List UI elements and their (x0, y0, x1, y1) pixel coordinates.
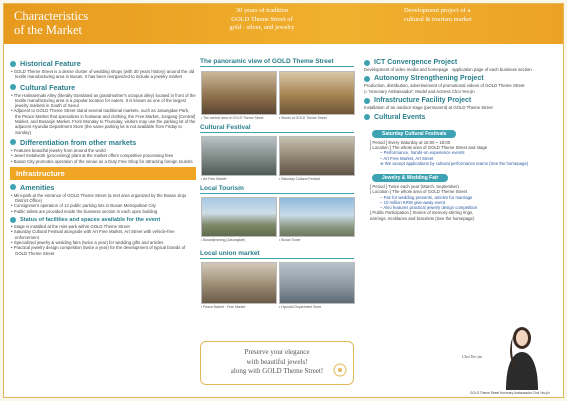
saturday-period: [ Period ] Every Saturday at 16:00 ~ 18:00 (370, 139, 451, 145)
caption-saturday-festival: • Saturday Cultural Festival (279, 177, 320, 181)
caption-busanjinseong: • Busanjinseong (Jasungdae) (201, 238, 246, 242)
header-middle (202, 7, 322, 33)
amenities-item: • Consignment operation of 12 public parking lots in Busan Metropolitan City (11, 203, 156, 209)
caption-hyundai-store: • Hyundai Department Store (279, 305, 322, 309)
ornament-icon (330, 360, 350, 380)
ambassador-signature: Choi Yeo-jin (462, 354, 482, 359)
header-left-line-2: of the Market (14, 23, 83, 37)
photo-central-area (201, 71, 277, 115)
slogan-line-2: with beautiful jewels! (246, 357, 308, 366)
header-left-line-1: Characteristics (14, 9, 89, 23)
saturday-location: [ Location ] The whole area of GOLD Theme Street and stage (370, 145, 488, 151)
photo-busanjinseong (201, 197, 277, 237)
photo-saturday-festival (279, 136, 355, 176)
events-heading (364, 114, 560, 121)
autonomy-title: Autonomy Strengthening Project (374, 75, 484, 83)
header-middle-line-2: GOLD Theme Street of (231, 15, 293, 23)
column-characteristics (10, 56, 196, 256)
autonomy-ambassador: ▷ 'Honorary Ambassador': Model and Actress Choi Yeo-jin (364, 88, 475, 94)
bullet-dot-icon (364, 114, 370, 120)
ict-heading (364, 59, 560, 66)
status-item: • Stage is installed at the mini-park within GOLD Theme Street (11, 224, 130, 230)
status-heading (10, 217, 196, 223)
bullet-dot-icon (10, 84, 16, 90)
header-left-title (14, 9, 88, 37)
fair-period: [ Period ] Twice each year (March, September) (370, 184, 459, 190)
status-item: • Practical jewelry design competition (twice a year) for the development of typical brands of GOLD Theme Street (11, 245, 186, 256)
bullet-dot-icon (10, 184, 16, 190)
infrastructure-band: Infrastructure (10, 167, 196, 180)
fair-note: – Fair for wedding presents, articles for marriage (380, 194, 473, 200)
bullet-dot-icon (10, 61, 16, 67)
historical-title: Historical Feature (20, 59, 81, 68)
status-item: • Specialized jewelry & wedding fairs (twice a year) for wedding gifts and articles (11, 239, 164, 245)
photo-peace-market (201, 262, 277, 304)
diff-heading (10, 138, 196, 147)
bullet-dot-icon (364, 98, 370, 104)
header-right-line-2: cultural & tourism market (404, 15, 472, 23)
historical-heading (10, 59, 196, 68)
ict-text: Development of video media and homepage · application page of each business section (364, 67, 532, 72)
header-right (404, 7, 472, 24)
header-right-line-1: Development project of a (404, 7, 471, 14)
infra-project-heading (364, 97, 560, 104)
bullet-dot-icon (10, 139, 16, 145)
bullet-dot-icon (10, 217, 16, 223)
bullet-dot-icon (364, 76, 370, 82)
ambassador-portrait (492, 322, 552, 390)
diff-item: • Busan City promotes operation of the venue as a Duty Free Shop for attracting foreign tourists (11, 158, 193, 164)
caption-central-area: • The central area of GOLD Theme Street (201, 116, 264, 120)
fair-note: – Also features practical jewelry design competition (380, 205, 478, 211)
autonomy-text: Production, distribution, advertisement of promotional videos of GOLD Theme Street (364, 83, 525, 89)
festival-title: Cultural Festival (200, 124, 354, 133)
panoramic-title: The panoramic view of GOLD Theme Street (200, 58, 354, 67)
ambassador-figure-icon (492, 322, 552, 390)
saturday-festival-pill: Saturday Cultural Festivals (372, 130, 456, 138)
fair-note: – 10 million KRW give-away event (380, 200, 446, 206)
slogan-line-1: Preserve your elegance (244, 348, 310, 356)
caption-busan-tower: • Busan Tower (279, 238, 301, 242)
events-title: Cultural Events (374, 113, 426, 121)
photo-busan-tower (279, 197, 355, 237)
ict-title: ICT Convergence Project (374, 59, 458, 66)
status-title: Status of facilities and spaces available for the event (20, 217, 161, 224)
diff-title: Differentiation from other markets (20, 137, 137, 147)
photo-art-free-market (201, 136, 277, 176)
saturday-note: – Art Free Market, Art Street (380, 155, 434, 161)
caption-peace-market: • Peace Market · Free Market (201, 305, 246, 309)
amenities-item: • Public toilets are provided inside the business section in each open building (11, 208, 158, 214)
fair-location: [ Location ] The whole area of GOLD Theme Street (370, 189, 468, 195)
amenities-item: • Mini-park at the entrance of GOLD Theme Street (a rest area organized by the Busan Jinju District Office) (11, 192, 187, 204)
jewelry-fair-pill: Jewelry & Wedding Fair (372, 174, 448, 182)
saturday-note: – Performance, hands-on experience events (380, 150, 465, 156)
infra-project-title: Infrastructure Facility Project (374, 97, 472, 105)
caption-stores: • Stores at GOLD Theme Street (279, 116, 327, 120)
caption-art-free-market: • Art Free Market (201, 177, 227, 181)
autonomy-heading (364, 75, 560, 82)
header-middle-line-1: 30 years of tradition (235, 7, 289, 14)
diff-item: • Jewel metalwork (processing) plant at the market offers competitive processing fees (11, 153, 174, 159)
photo-stores (279, 71, 355, 115)
historical-text: • GOLD Theme Street is a dense cluster of wedding shops (with 30 years history) around the old textile manufacturing area in Busan. It has been reorganized to include a jewelry market (11, 69, 195, 80)
cultural-heading (10, 83, 196, 92)
amenities-heading (10, 183, 196, 192)
column-projects (364, 56, 560, 221)
cultural-item: • The Halmaemaki Alley (literally translated as grandmother's octopus alley) located in front of the textile manufacturing area is a popular location for eaters. It is known as one of the largest jewelry markets in South of Seoul (11, 92, 196, 109)
cultural-title: Cultural Feature (20, 82, 76, 92)
cultural-item: • Adjacent to GOLD Theme Street stand several traditional markets, such as Jasungdae Park, the Peace Market that specializes in footwear and clothing, the Free Market, Jungang (Central) Market, and Busanjin Market. From Monday to Thursday, visitors may use the parking lot of the adjacent Hyundai Department Store (the same parking lot is not available from Friday to Sunday) (11, 108, 196, 135)
fair-public-participation: [ Public Participation ] Stories of memory-stirring rings, earrings, necklaces and bracelets (See the homepage) (370, 210, 475, 221)
slogan-line-3: along with GOLD Theme Street! (230, 367, 324, 375)
tourism-title: Local Tourism (200, 185, 354, 194)
amenities-title: Amenities (20, 182, 55, 192)
infra-project-text: Installation of an outdoor stage (permanent) at GOLD Theme Street (364, 105, 493, 111)
union-title: Local union market (200, 250, 354, 259)
saturday-note: ※ We accept applications by cultural performance teams (See the homepage) (380, 160, 529, 166)
header-middle-line-3: gold · silver, and jewelry (229, 24, 295, 31)
bullet-dot-icon (364, 60, 370, 66)
ambassador-caption: GOLD Theme Street Honorary Ambassador Choi Yeo-jin (470, 391, 550, 395)
photo-hyundai-store (279, 262, 355, 304)
diff-item: • Features beautiful jewelry from around the world (11, 147, 106, 153)
status-item: • Saturday Cultural Festival alongside with Art Free Market, Art Street with vehicle-free enforcement (11, 229, 175, 240)
